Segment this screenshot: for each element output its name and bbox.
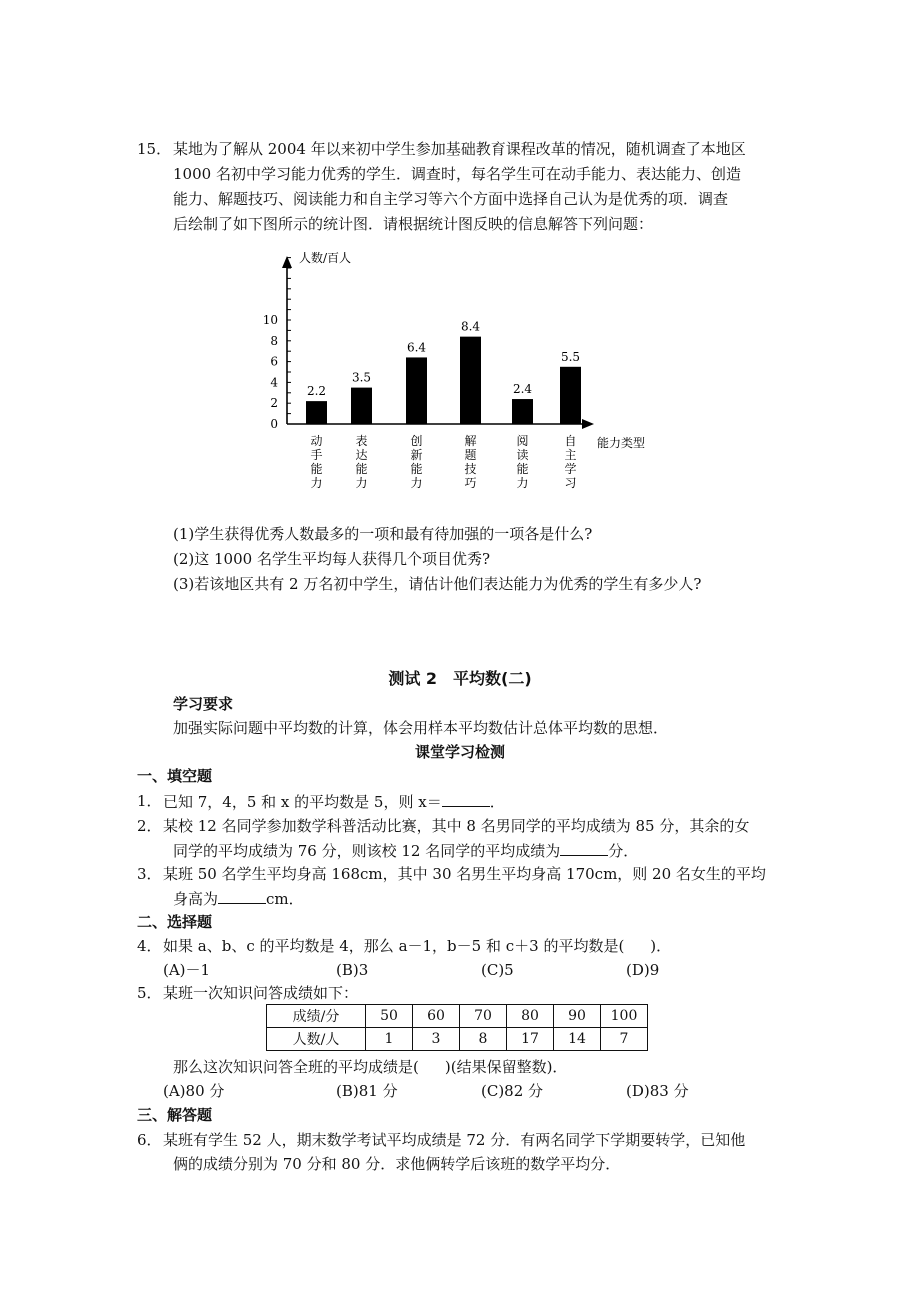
table-row [267,1028,648,1051]
bar [406,357,427,424]
category-label: 手 [310,448,323,462]
question-5-text: 某班一次知识问答成绩如下： [163,984,359,1002]
category-label: 达 [355,448,368,462]
question-5 [173,1056,567,1078]
options-row [0,1080,920,1102]
question-4-end: )． [650,937,672,955]
bar-value-label: 8.4 [460,319,481,334]
category-label: 巧 [464,476,477,490]
category-label: 能 [516,462,529,476]
question-3-end: cm． [266,890,304,908]
question-number: 15． [137,140,172,158]
table-cell: 8 [460,1028,507,1051]
table-cell: 80 [507,1005,554,1028]
option-d[interactable]: (D)83 分 [626,1082,689,1100]
category-label: 创 [410,434,423,448]
category-label: 表 [355,434,368,448]
category-label: 新 [410,448,423,462]
category-label: 技 [464,462,477,476]
table-cell: 100 [601,1005,648,1028]
question-4-text: 如果 a、b、c 的平均数是 4，那么 a－1，b－5 和 c＋3 的平均数是( [163,937,625,955]
question-4 [163,935,671,957]
category-label: 主 [564,448,577,462]
table-cell: 17 [507,1028,554,1051]
table-row [267,1005,648,1028]
category-label: 自 [564,434,577,448]
question-2-line: 某校 12 名同学参加数学科普活动比赛，其中 8 名男同学的平均成绩为 85 分，其余的女 [163,817,750,835]
question-6-line: 俩的成绩分别为 70 分和 80 分．求他俩转学后该班的数学平均分． [173,1155,621,1173]
requirements-heading: 学习要求 [173,695,234,713]
bar [560,367,581,424]
question-number: 1． [137,792,162,810]
subquestion: (3)若该地区共有 2 万名初中学生，请估计他们表达能力为优秀的学生有多少人? [173,575,702,593]
table-cell: 90 [554,1005,601,1028]
section-heading: 三、解答题 [137,1106,213,1124]
category-label: 动 [310,434,323,448]
bar [306,401,327,424]
category-label: 阅 [516,434,529,448]
answer-blank[interactable] [442,790,490,807]
y-axis-label: 人数/百人 [299,251,352,265]
bar-value-label: 2.2 [306,384,327,399]
option-b[interactable]: (B)81 分 [336,1082,398,1100]
category-label: 读 [516,448,529,462]
table-cell: 1 [366,1028,413,1051]
question-1 [163,790,505,813]
section-heading: 二、选择题 [137,913,213,931]
y-tick-label: 10 [262,313,278,327]
option-b[interactable]: (B)3 [336,961,369,979]
table-head: 人数/人 [267,1028,366,1051]
y-tick-label: 0 [270,417,278,431]
question-2-text: 同学的平均成绩为 76 分，则该校 12 名同学的平均成绩为 [173,842,561,860]
question-number: 5． [137,984,162,1002]
x-axis-arrow [582,419,594,429]
score-table [266,1004,648,1051]
options-row [0,959,920,981]
question-5-end: )(结果保留整数)． [444,1058,568,1076]
question-number: 2． [137,817,162,835]
bar [512,399,533,424]
table-cell: 70 [460,1005,507,1028]
bar [351,388,372,424]
category-label: 能 [410,462,423,476]
category-label: 能 [310,462,323,476]
category-label: 题 [464,448,477,462]
answer-blank[interactable] [560,839,608,856]
category-label: 力 [516,476,529,490]
question-1-text: 已知 7，4，5 和 x 的平均数是 5，则 x＝ [163,793,442,811]
option-a[interactable]: (A)－1 [163,961,211,979]
x-axis-label: 能力类型 [597,436,646,450]
category-label: 力 [310,476,323,490]
table-cell: 7 [601,1028,648,1051]
y-tick-label: 8 [270,333,278,348]
question-3-text: 身高为 [173,890,219,908]
subquestion: (2)这 1000 名学生平均每人获得几个项目优秀? [173,550,491,568]
y-tick-label: 6 [270,354,278,369]
option-c[interactable]: (C)82 分 [481,1082,544,1100]
question-1-end: ． [489,793,505,811]
check-heading: 课堂学习检测 [414,743,505,761]
question-number: 6． [137,1131,162,1149]
question-text-line: 某地为了解从 2004 年以来初中学生参加基础教育课程改革的情况，随机调查了本地区 [173,140,746,158]
question-2 [173,839,638,862]
table-cell: 50 [366,1005,413,1028]
question-number: 4． [137,937,162,955]
table-cell: 60 [413,1005,460,1028]
bar-value-label: 5.5 [560,349,581,364]
table-cell: 14 [554,1028,601,1051]
question-text-line: 能力、解题技巧、阅读能力和自主学习等六个方面中选择自己认为是优秀的项．调查 [173,190,729,208]
category-label: 学 [564,462,577,476]
bar-value-label: 2.4 [512,382,533,397]
y-tick-label: 4 [270,375,278,390]
category-label: 能 [355,462,368,476]
question-3 [173,887,304,910]
test-title: 测试 2 平均数(二) [388,669,532,688]
category-label: 力 [355,476,368,490]
category-label: 习 [564,476,577,490]
question-5-prompt: 那么这次知识问答全班的平均成绩是( [173,1058,419,1076]
requirements-text: 加强实际问题中平均数的计算，体会用样本平均数估计总体平均数的思想． [173,719,669,737]
category-label: 力 [410,476,423,490]
question-text-line: 后绘制了如下图所示的统计图．请根据统计图反映的信息解答下列问题： [173,215,654,233]
subquestion: (1)学生获得优秀人数最多的一项和最有待加强的一项各是什么? [173,525,593,543]
bar-value-label: 3.5 [351,370,372,385]
bar-value-label: 6.4 [406,340,427,355]
y-axis-arrow [282,256,292,268]
option-c[interactable]: (C)5 [481,961,514,979]
question-number: 3． [137,865,162,883]
section-heading: 一、填空题 [137,767,213,785]
y-tick-label: 2 [270,396,278,411]
answer-blank[interactable] [218,887,266,904]
category-label: 解 [464,434,477,448]
option-a[interactable]: (A)80 分 [163,1082,225,1100]
option-d[interactable]: (D)9 [626,961,660,979]
table-cell: 3 [413,1028,460,1051]
table-head: 成绩/分 [267,1005,366,1028]
question-3-line: 某班 50 名学生平均身高 168cm，其中 30 名男生平均身高 170cm，则 20 名女生的平均 [163,865,766,883]
question-text-line: 1000 名初中学习能力优秀的学生．调查时，每名学生可在动手能力、表达能力、创造 [173,165,741,183]
question-6-line: 某班有学生 52 人，期末数学考试平均成绩是 72 分．有两名同学下学期要转学，已知他 [163,1131,746,1149]
bar [460,337,481,424]
question-2-end: 分． [608,842,639,860]
